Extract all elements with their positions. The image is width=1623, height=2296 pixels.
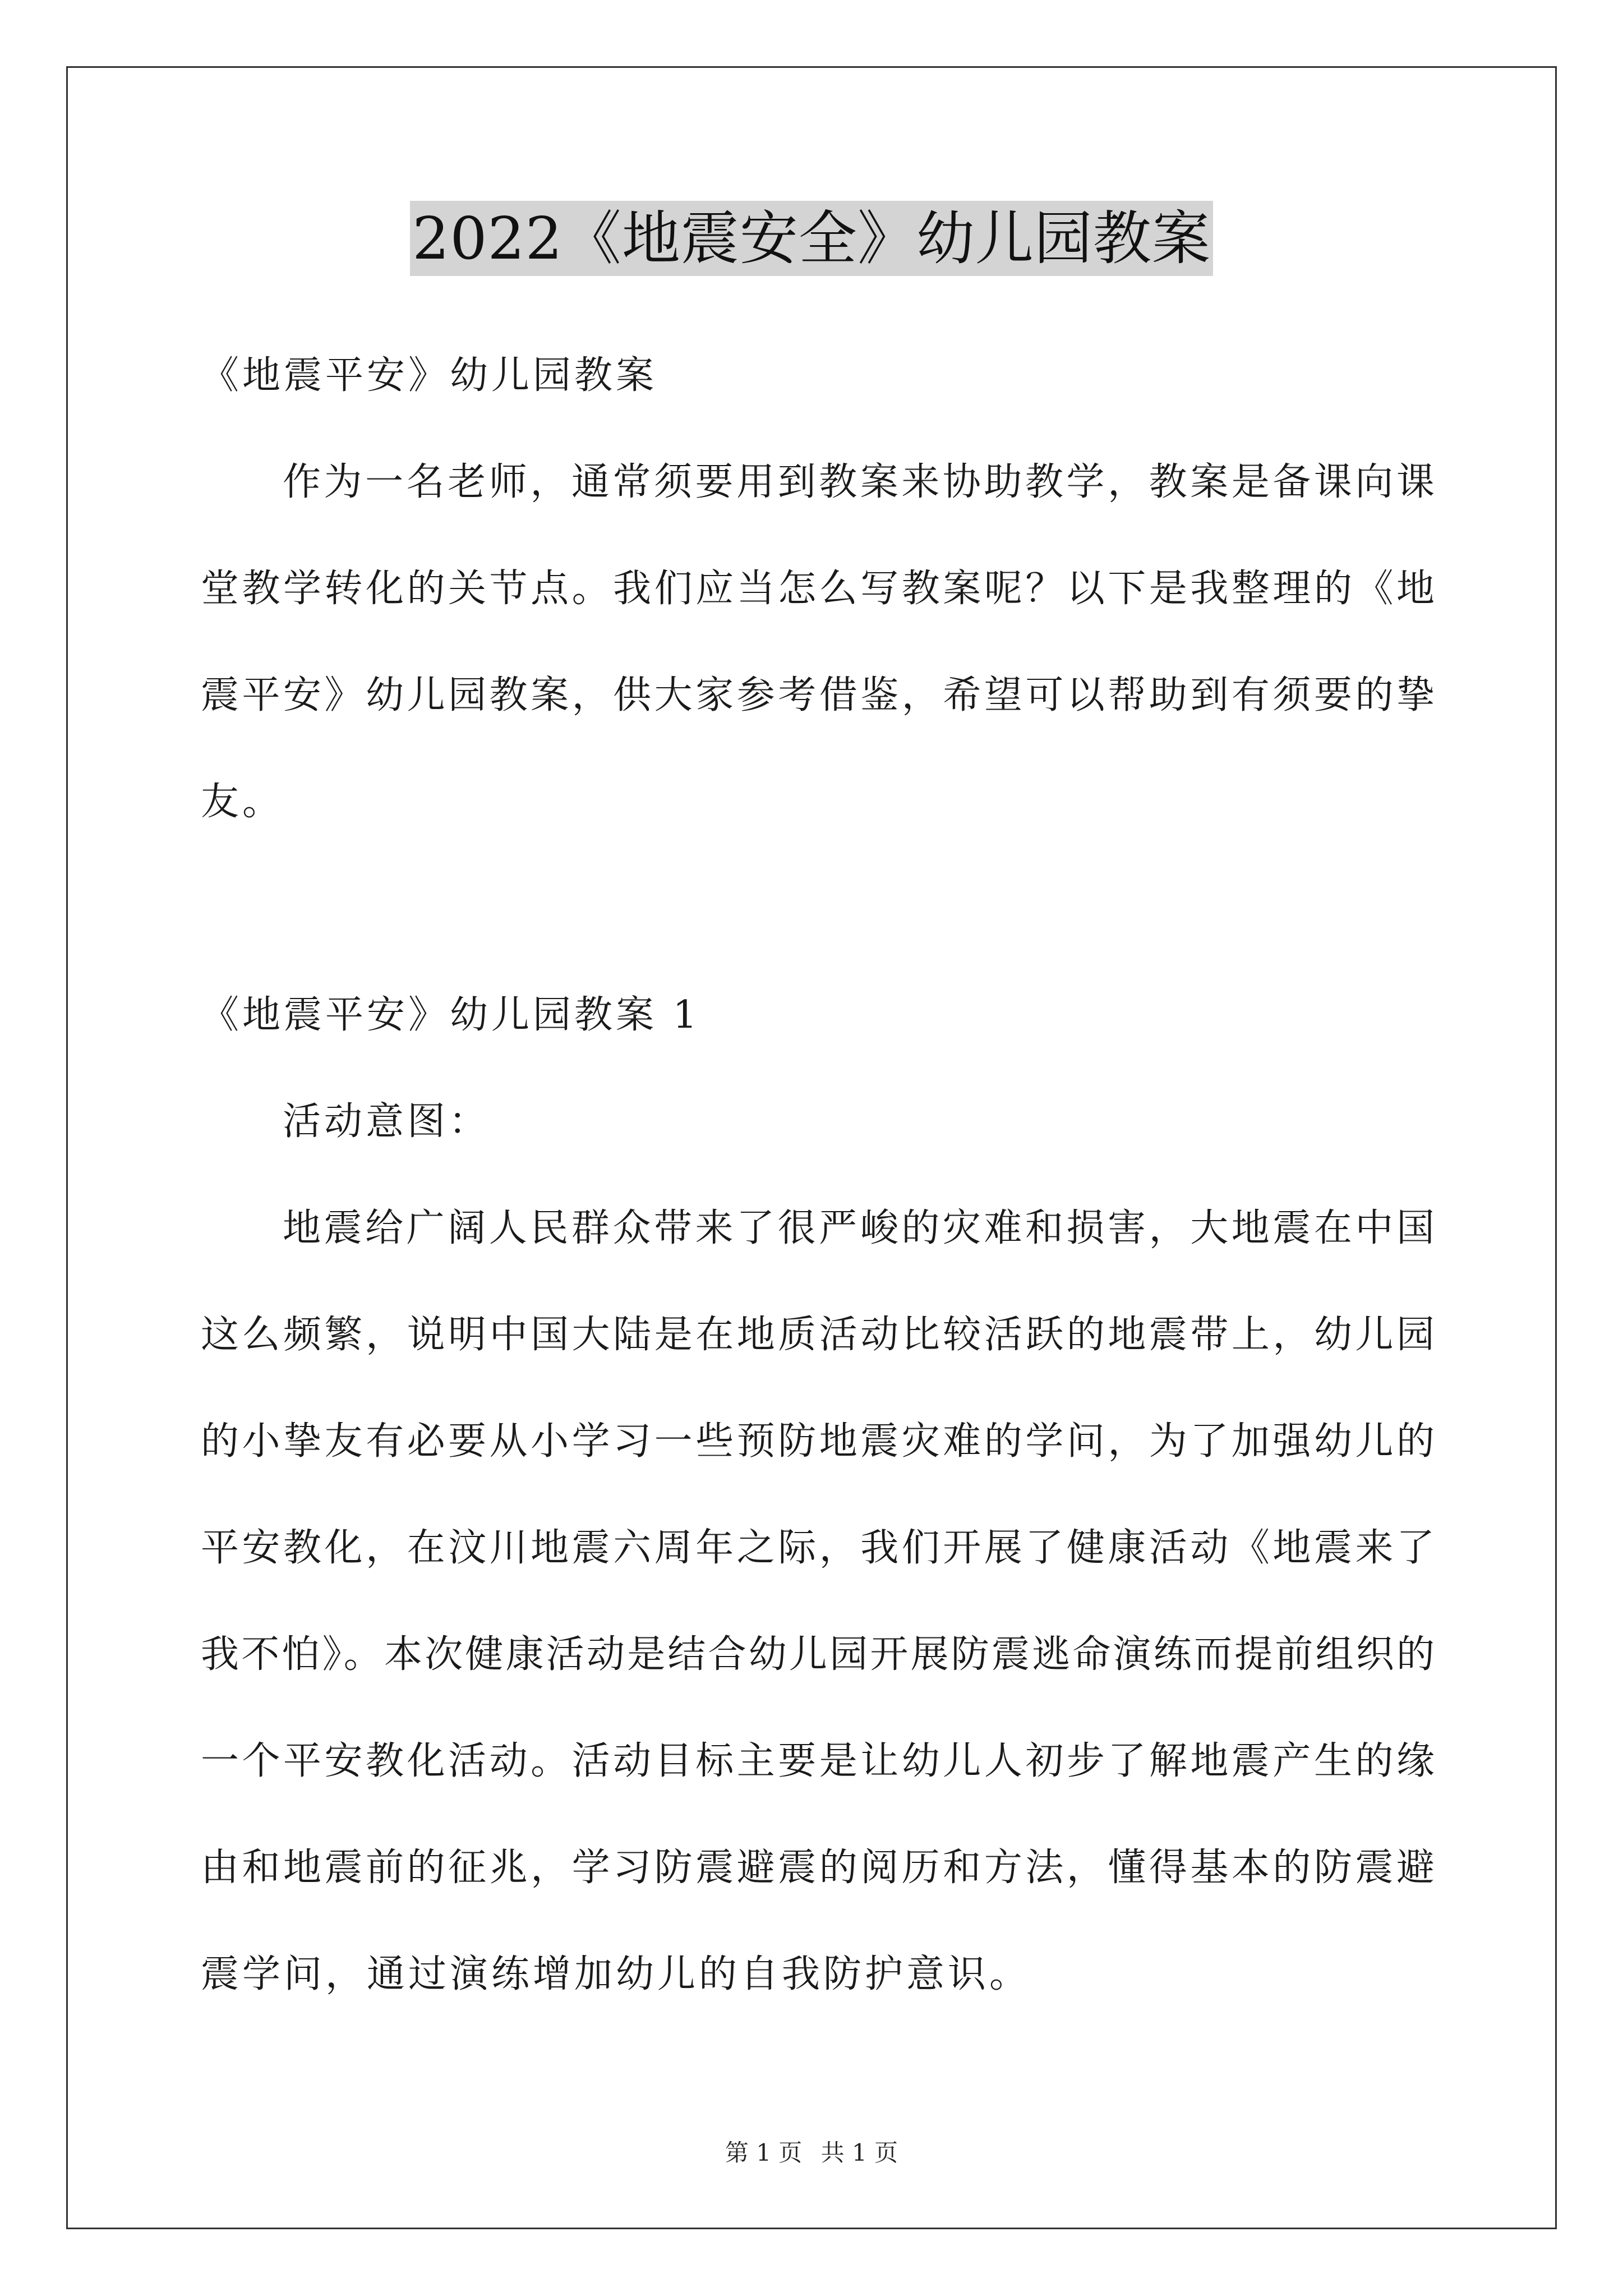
paragraph-line: 由和地震前的征兆，学习防震避震的阅历和方法，懂得基本的防震避 bbox=[201, 1846, 1435, 1890]
section-heading: 《地震平安》幼儿园教案 1 bbox=[201, 993, 700, 1037]
paragraph-line: 堂教学转化的关节点。我们应当怎么写教案呢？以下是我整理的《地 bbox=[201, 567, 1435, 611]
title-container bbox=[0, 201, 1623, 276]
paragraph-line: 震学问，通过演练增加幼儿的自我防护意识。 bbox=[201, 1952, 1031, 1996]
document-title: 2022《地震安全》幼儿园教案 bbox=[410, 201, 1213, 276]
paragraph-line: 地震给广阔人民群众带来了很严峻的灾难和损害，大地震在中国 bbox=[283, 1206, 1435, 1250]
paragraph-line: 这么频繁，说明中国大陆是在地质活动比较活跃的地震带上，幼儿园 bbox=[201, 1313, 1435, 1357]
paragraph-line: 友。 bbox=[201, 780, 284, 824]
paragraph-line: 的小挚友有必要从小学习一些预防地震灾难的学问，为了加强幼儿的 bbox=[201, 1419, 1435, 1464]
paragraph-line: 我不怕》。本次健康活动是结合幼儿园开展防震逃命演练而提前组织的 bbox=[201, 1632, 1435, 1677]
paragraph-line: 震平安》幼儿园教案，供大家参考借鉴，希望可以帮助到有须要的挚 bbox=[201, 673, 1435, 717]
page-total: 共 1 页 bbox=[820, 2139, 898, 2166]
subtitle-line: 《地震平安》幼儿园教案 bbox=[201, 353, 658, 398]
paragraph-line: 作为一名老师，通常须要用到教案来协助教学，教案是备课向课 bbox=[283, 460, 1435, 504]
section-label: 活动意图： bbox=[283, 1099, 491, 1144]
page-footer bbox=[0, 2136, 1623, 2170]
page-number: 第 1 页 bbox=[725, 2139, 803, 2166]
paragraph-line: 平安教化，在汶川地震六周年之际，我们开展了健康活动《地震来了 bbox=[201, 1526, 1435, 1570]
paragraph-line: 一个平安教化活动。活动目标主要是让幼儿人初步了解地震产生的缘 bbox=[201, 1739, 1435, 1783]
